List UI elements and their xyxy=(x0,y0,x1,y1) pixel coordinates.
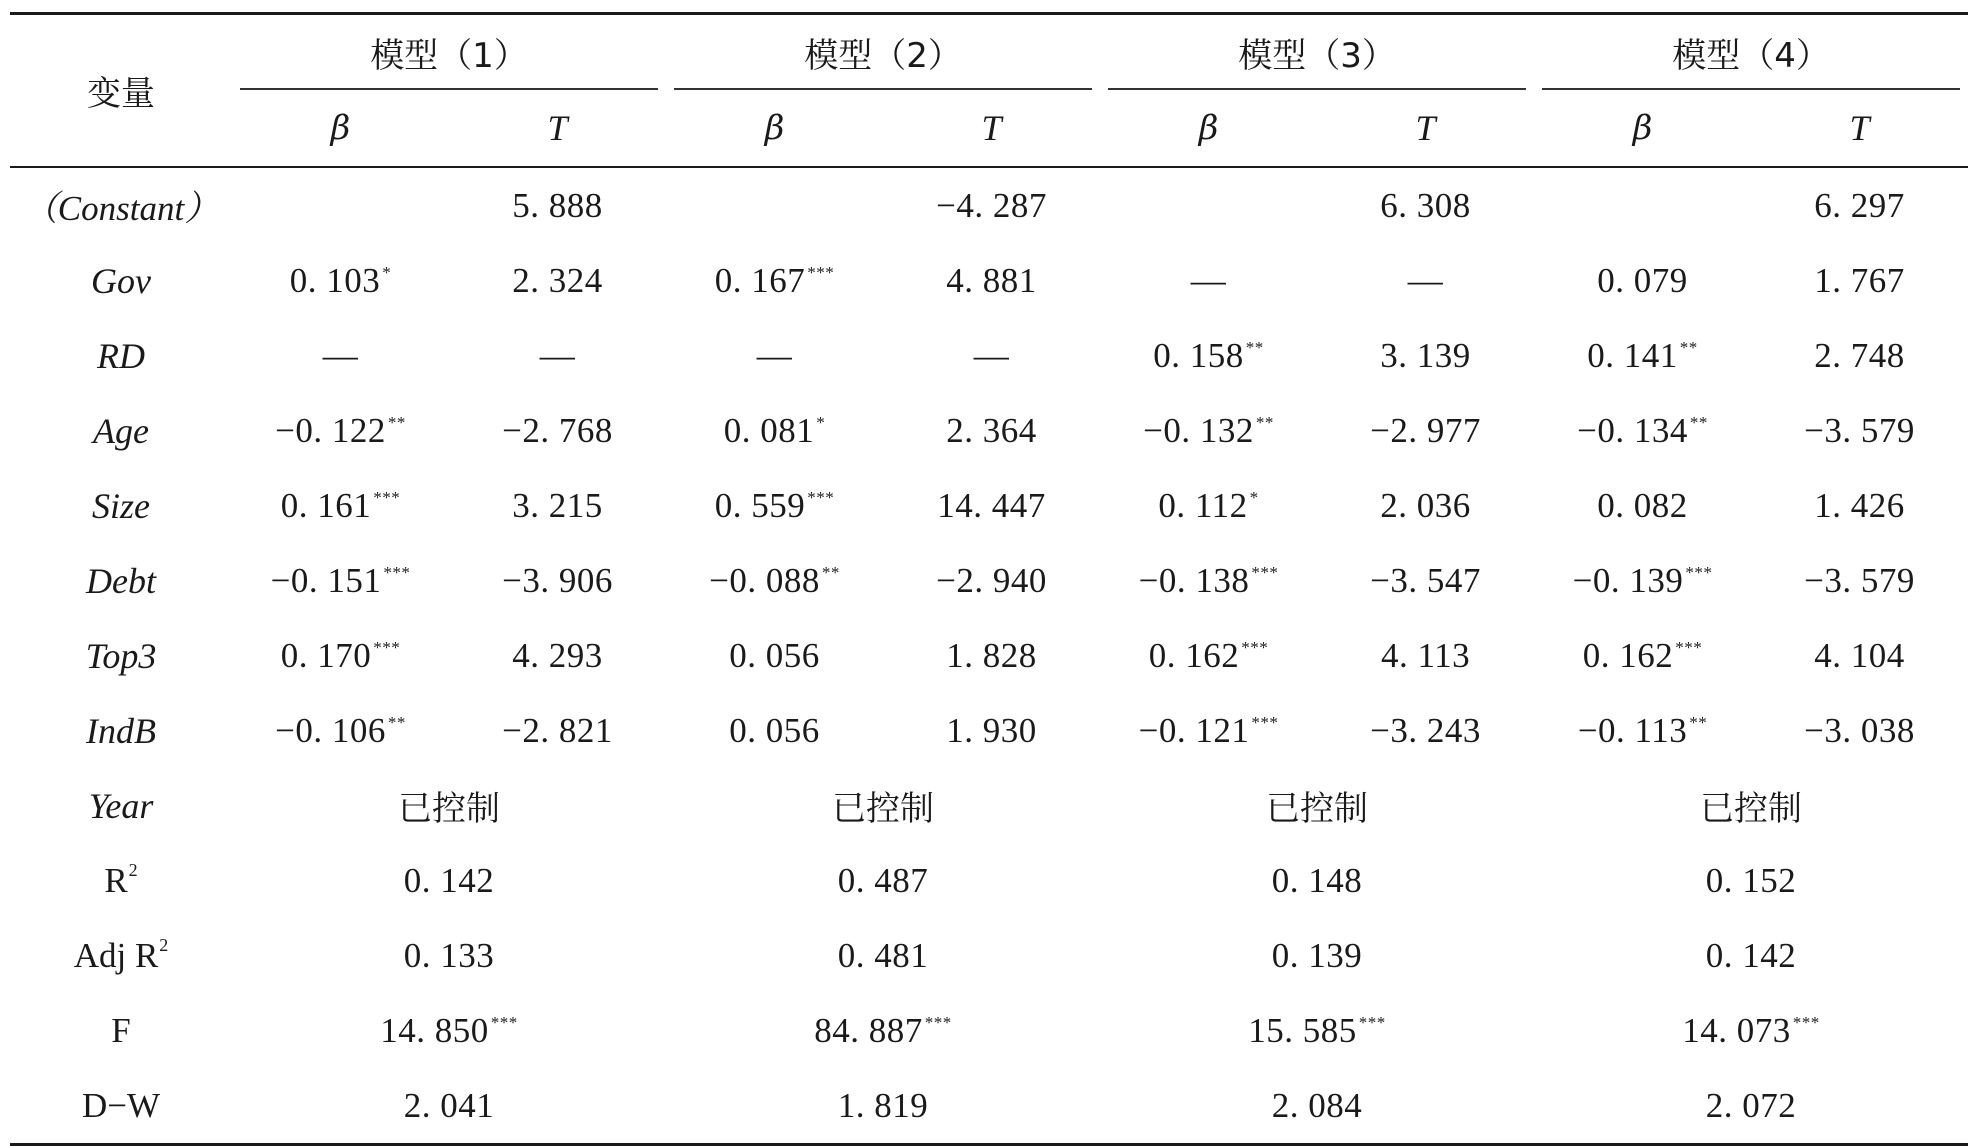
beta-cell xyxy=(666,468,883,543)
beta-value: 0. 158 xyxy=(1153,335,1244,375)
model-2-underline xyxy=(674,88,1092,90)
stat-value-cell xyxy=(232,918,666,993)
significance-stars: *** xyxy=(1358,1012,1386,1032)
t-value: 4. 104 xyxy=(1814,635,1905,675)
t-header: T xyxy=(1849,108,1870,148)
stat-value: 0. 481 xyxy=(837,935,929,975)
model-4-label: 模型（4） xyxy=(1672,36,1830,76)
beta-value: — xyxy=(1190,260,1227,300)
significance-stars: *** xyxy=(490,1012,518,1032)
beta-cell xyxy=(1100,243,1317,318)
significance-stars: *** xyxy=(383,562,411,582)
t-cell xyxy=(883,543,1100,618)
table-row-year xyxy=(10,768,1968,843)
stat-value: 0. 142 xyxy=(403,860,495,900)
stat-value: 1. 819 xyxy=(837,1085,929,1125)
t-value: 2. 324 xyxy=(512,260,603,300)
beta-cell xyxy=(1534,167,1751,243)
beta-header: β xyxy=(1632,108,1653,148)
t-value: 4. 293 xyxy=(512,635,603,675)
beta-value: 0. 112 xyxy=(1158,485,1248,525)
significance-stars: *** xyxy=(807,487,835,507)
t-cell xyxy=(1751,243,1968,318)
model-4-underline xyxy=(1542,88,1960,90)
beta-cell xyxy=(1534,468,1751,543)
t-cell xyxy=(883,243,1100,318)
beta-value: −0. 088 xyxy=(709,560,820,600)
t-cell xyxy=(449,243,666,318)
t-cell xyxy=(1751,318,1968,393)
beta-value: −0. 138 xyxy=(1138,560,1250,600)
significance-stars: ** xyxy=(1255,412,1274,432)
beta-cell xyxy=(1534,393,1751,468)
t-value: −2. 977 xyxy=(1370,410,1481,450)
beta-value: −0. 132 xyxy=(1143,410,1254,450)
variable-name-cell: Gov xyxy=(91,260,151,301)
t-cell xyxy=(883,167,1100,243)
model-3-label: 模型（3） xyxy=(1238,36,1396,76)
beta-value: 0. 162 xyxy=(1582,635,1674,675)
beta-value: 0. 082 xyxy=(1597,485,1688,525)
t-value: 3. 139 xyxy=(1380,335,1471,375)
significance-stars: *** xyxy=(1251,562,1279,582)
significance-stars: * xyxy=(816,412,826,432)
beta-value: 0. 056 xyxy=(729,710,820,750)
significance-stars: ** xyxy=(387,712,406,732)
variable-name-cell: Year xyxy=(88,785,154,826)
stat-name-cell xyxy=(10,918,232,993)
model-2-label: 模型（2） xyxy=(804,36,962,76)
significance-stars: ** xyxy=(1679,337,1698,357)
significance-stars: *** xyxy=(924,1012,952,1032)
stat-name-cell xyxy=(10,1068,232,1145)
beta-value: — xyxy=(756,335,793,375)
significance-stars: ** xyxy=(821,562,840,582)
table-row-stat xyxy=(10,1068,1968,1145)
beta-cell xyxy=(1100,693,1317,768)
stat-name: D−W xyxy=(81,1085,161,1125)
beta-value: −0. 122 xyxy=(275,410,386,450)
significance-stars: *** xyxy=(1685,562,1713,582)
beta-value: 0. 141 xyxy=(1587,335,1678,375)
beta-cell xyxy=(232,618,449,693)
t-value: 1. 426 xyxy=(1814,485,1905,525)
stat-name: F xyxy=(111,1010,131,1050)
significance-stars: ** xyxy=(1689,712,1708,732)
stat-value-cell xyxy=(666,918,1100,993)
t-value: 2. 748 xyxy=(1814,335,1905,375)
beta-cell xyxy=(232,167,449,243)
t-cell xyxy=(449,543,666,618)
stat-value-cell xyxy=(232,993,666,1068)
significance-stars: *** xyxy=(373,487,401,507)
stat-value: 14. 073 xyxy=(1682,1010,1791,1050)
beta-cell xyxy=(1100,318,1317,393)
t-cell xyxy=(883,693,1100,768)
stat-value: 2. 072 xyxy=(1705,1085,1797,1125)
header-row-subcolumns xyxy=(10,90,1968,167)
year-controlled-cell: 已控制 xyxy=(832,789,935,829)
significance-stars: *** xyxy=(1675,637,1703,657)
beta-cell xyxy=(1100,543,1317,618)
beta-cell xyxy=(1100,618,1317,693)
t-value: −3. 243 xyxy=(1370,710,1481,750)
t-cell xyxy=(1751,693,1968,768)
beta-cell xyxy=(1100,167,1317,243)
t-cell xyxy=(449,318,666,393)
t-cell xyxy=(1751,393,1968,468)
stat-value-cell xyxy=(666,843,1100,918)
stat-value-cell xyxy=(232,1068,666,1145)
table-row xyxy=(10,468,1968,543)
t-cell xyxy=(449,393,666,468)
t-value: 1. 828 xyxy=(946,635,1037,675)
beta-cell xyxy=(232,393,449,468)
variable-header: 变量 xyxy=(10,14,232,168)
t-value: −2. 768 xyxy=(502,410,613,450)
model-2-header xyxy=(666,14,1100,91)
stat-value-cell xyxy=(1534,993,1968,1068)
table-body xyxy=(10,167,1968,1145)
stat-value-cell xyxy=(1534,843,1968,918)
t-cell xyxy=(883,318,1100,393)
variable-name-cell: IndB xyxy=(86,710,156,751)
t-cell xyxy=(449,468,666,543)
significance-stars: *** xyxy=(1251,712,1279,732)
stat-value: 0. 139 xyxy=(1271,935,1363,975)
stat-value: 2. 084 xyxy=(1271,1085,1363,1125)
beta-header: β xyxy=(330,108,351,148)
stat-name-cell xyxy=(10,843,232,918)
beta-cell xyxy=(232,318,449,393)
year-controlled-cell: 已控制 xyxy=(1700,789,1803,829)
stat-value: 14. 850 xyxy=(380,1010,489,1050)
t-cell xyxy=(1317,167,1534,243)
t-value: 6. 297 xyxy=(1814,185,1905,225)
variable-name-cell: Top3 xyxy=(85,635,157,676)
t-cell xyxy=(1317,318,1534,393)
beta-cell xyxy=(1534,618,1751,693)
significance-stars: * xyxy=(1249,487,1259,507)
significance-stars: *** xyxy=(807,262,835,282)
model-1-underline xyxy=(240,88,658,90)
t-cell xyxy=(1317,243,1534,318)
beta-cell xyxy=(232,243,449,318)
table-row xyxy=(10,543,1968,618)
beta-value: −0. 106 xyxy=(275,710,386,750)
model-3-header xyxy=(1100,14,1534,91)
t-cell xyxy=(1317,618,1534,693)
t-value: −2. 940 xyxy=(936,560,1047,600)
beta-value: −0. 121 xyxy=(1138,710,1250,750)
regression-table-container xyxy=(10,12,1968,1146)
variable-name-cell: Debt xyxy=(86,560,156,601)
significance-stars: ** xyxy=(1689,412,1708,432)
t-header: T xyxy=(1415,108,1436,148)
table-row-stat xyxy=(10,993,1968,1068)
t-value: −2. 821 xyxy=(502,710,613,750)
beta-value: — xyxy=(322,335,359,375)
beta-cell xyxy=(1100,468,1317,543)
stat-name-superscript: 2 xyxy=(128,859,138,880)
t-cell xyxy=(883,618,1100,693)
t-value: 2. 364 xyxy=(946,410,1037,450)
t-cell xyxy=(1317,468,1534,543)
beta-value: 0. 170 xyxy=(280,635,372,675)
t-value: −3. 038 xyxy=(1804,710,1915,750)
beta-header: β xyxy=(1198,108,1219,148)
stat-value-cell xyxy=(1100,843,1534,918)
t-header: T xyxy=(547,108,568,148)
stat-value: 0. 133 xyxy=(403,935,495,975)
table-row xyxy=(10,243,1968,318)
beta-cell xyxy=(1534,543,1751,618)
stat-value: 2. 041 xyxy=(403,1085,495,1125)
stat-name: Adj R xyxy=(73,935,159,975)
t-value: 1. 930 xyxy=(946,710,1037,750)
t-value: −4. 287 xyxy=(936,185,1047,225)
beta-value: 0. 081 xyxy=(723,410,815,450)
stat-value-cell xyxy=(666,993,1100,1068)
table-row xyxy=(10,167,1968,243)
beta-cell xyxy=(232,468,449,543)
significance-stars: *** xyxy=(1792,1012,1820,1032)
stat-value: 0. 152 xyxy=(1705,860,1797,900)
stat-name-cell xyxy=(10,993,232,1068)
stat-name-superscript: 2 xyxy=(159,934,169,955)
t-cell xyxy=(1751,618,1968,693)
header-row-models xyxy=(10,14,1968,91)
table-row xyxy=(10,693,1968,768)
year-controlled-cell: 已控制 xyxy=(1266,789,1369,829)
t-cell xyxy=(1751,167,1968,243)
beta-value: 0. 103 xyxy=(289,260,381,300)
beta-cell xyxy=(1534,693,1751,768)
t-value: 2. 036 xyxy=(1380,485,1471,525)
t-cell xyxy=(1317,543,1534,618)
beta-value: 0. 559 xyxy=(714,485,806,525)
beta-value: 0. 162 xyxy=(1148,635,1240,675)
stat-value: 84. 887 xyxy=(814,1010,923,1050)
significance-stars: * xyxy=(382,262,392,282)
model-1-header xyxy=(232,14,666,91)
t-cell xyxy=(1751,468,1968,543)
beta-cell xyxy=(666,618,883,693)
variable-name-cell: RD xyxy=(97,335,145,376)
t-value: −3. 547 xyxy=(1370,560,1481,600)
table-row xyxy=(10,318,1968,393)
beta-value: 0. 079 xyxy=(1597,260,1688,300)
stat-name: R xyxy=(104,860,128,900)
t-value: — xyxy=(1407,260,1444,300)
stat-value-cell xyxy=(1100,993,1534,1068)
t-value: 4. 113 xyxy=(1380,635,1471,675)
stat-value-cell xyxy=(1534,1068,1968,1145)
stat-value: 15. 585 xyxy=(1248,1010,1357,1050)
stat-value-cell xyxy=(1100,1068,1534,1145)
t-value: 5. 888 xyxy=(512,185,603,225)
beta-cell xyxy=(666,693,883,768)
model-1-label: 模型（1） xyxy=(370,36,528,76)
beta-cell xyxy=(666,318,883,393)
beta-value: 0. 167 xyxy=(714,260,806,300)
table-row xyxy=(10,393,1968,468)
table-row-stat xyxy=(10,843,1968,918)
t-cell xyxy=(1317,393,1534,468)
t-value: −3. 579 xyxy=(1804,560,1915,600)
stat-value-cell xyxy=(666,1068,1100,1145)
beta-value: −0. 139 xyxy=(1572,560,1684,600)
beta-cell xyxy=(666,393,883,468)
significance-stars: *** xyxy=(373,637,401,657)
stat-value-cell xyxy=(1100,918,1534,993)
t-value: 6. 308 xyxy=(1380,185,1471,225)
t-value: 3. 215 xyxy=(512,485,603,525)
t-cell xyxy=(449,618,666,693)
beta-value: −0. 151 xyxy=(270,560,382,600)
beta-header: β xyxy=(764,108,785,148)
t-value: — xyxy=(539,335,576,375)
t-header: T xyxy=(981,108,1002,148)
beta-cell xyxy=(232,693,449,768)
beta-value: −0. 113 xyxy=(1577,710,1688,750)
variable-name-cell: （Constant） xyxy=(22,188,220,228)
regression-table xyxy=(10,12,1968,1146)
beta-cell xyxy=(1534,318,1751,393)
model-4-header xyxy=(1534,14,1968,91)
stat-value: 0. 487 xyxy=(837,860,929,900)
stat-value-cell xyxy=(232,843,666,918)
t-cell xyxy=(1751,543,1968,618)
beta-cell xyxy=(666,167,883,243)
t-cell xyxy=(449,693,666,768)
variable-name-cell: Size xyxy=(92,485,150,526)
beta-value: 0. 161 xyxy=(280,485,372,525)
significance-stars: ** xyxy=(387,412,406,432)
model-3-underline xyxy=(1108,88,1526,90)
beta-cell xyxy=(1534,243,1751,318)
table-row xyxy=(10,618,1968,693)
beta-value: 0. 056 xyxy=(729,635,820,675)
t-value: — xyxy=(973,335,1010,375)
beta-value: −0. 134 xyxy=(1577,410,1688,450)
t-cell xyxy=(449,167,666,243)
stat-value-cell xyxy=(1534,918,1968,993)
t-value: −3. 906 xyxy=(502,560,613,600)
table-row-stat xyxy=(10,918,1968,993)
year-controlled-cell: 已控制 xyxy=(398,789,500,829)
stat-value: 0. 142 xyxy=(1705,935,1797,975)
t-cell xyxy=(1317,693,1534,768)
beta-cell xyxy=(1100,393,1317,468)
t-value: 14. 447 xyxy=(937,485,1046,525)
t-value: 1. 767 xyxy=(1814,260,1905,300)
beta-cell xyxy=(232,543,449,618)
t-value: −3. 579 xyxy=(1804,410,1915,450)
beta-cell xyxy=(666,543,883,618)
variable-name-cell: Age xyxy=(93,410,149,451)
t-cell xyxy=(883,393,1100,468)
significance-stars: *** xyxy=(1241,637,1269,657)
t-cell xyxy=(883,468,1100,543)
t-value: 4. 881 xyxy=(946,260,1037,300)
beta-cell xyxy=(666,243,883,318)
significance-stars: ** xyxy=(1245,337,1264,357)
stat-value: 0. 148 xyxy=(1271,860,1363,900)
